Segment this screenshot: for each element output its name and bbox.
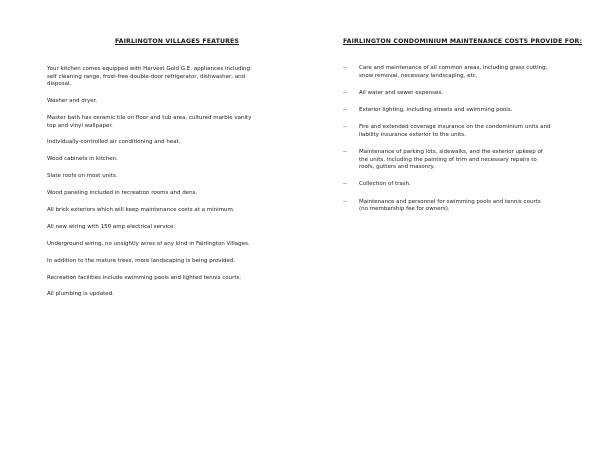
- maintenance-item: [343, 124, 583, 139]
- maintenance-item-text: Fire and extended coverage insurance on the condominium units and liability insurance exterior to the units.: [359, 124, 551, 138]
- feature-item: Master bath has ceramic tile on floor and tub area, cultured marble vanity top and vinyl wallpaper.: [47, 114, 252, 129]
- feature-item: Underground wiring, no unsightly wires of any kind in Fairlington Villages.: [47, 240, 250, 247]
- dash-bullet: --: [343, 124, 347, 131]
- feature-item: Individually-controlled air conditioning and heat.: [47, 139, 181, 146]
- maintenance-item: [343, 181, 583, 189]
- features-list: [47, 66, 307, 299]
- maintenance-item: [343, 107, 583, 115]
- feature-item: All plumbing is updated.: [47, 291, 114, 298]
- dash-bullet: --: [343, 106, 347, 113]
- features-column: [47, 38, 307, 308]
- dash-bullet: --: [343, 181, 347, 188]
- maintenance-item-text: Care and maintenance of all common areas, including grass cutting, snow removal, necessary landscaping, etc.: [359, 65, 548, 79]
- feature-item: Slate roofs on most units.: [47, 173, 118, 180]
- maintenance-item-text: All water and sewer expenses.: [359, 89, 443, 96]
- maintenance-item: [343, 65, 583, 80]
- feature-item: Your kitchen comes equipped with Harvest Gold G.E. appliances including: self cleaning range, frost-free double-door refrigerator, dishwasher, and disposal.: [47, 66, 252, 88]
- maintenance-item: [343, 90, 583, 98]
- maintenance-item-text: Collection of trash.: [359, 181, 411, 188]
- maintenance-heading: FAIRLINGTON CONDOMINIUM MAINTENANCE COSTS PROVIDE FOR:: [343, 38, 583, 45]
- dash-bullet: --: [343, 148, 347, 155]
- maintenance-column: [343, 38, 583, 223]
- maintenance-item-text: Maintenance and personnel for swimming pools and tennis courts (no membership fee for owners).: [359, 198, 541, 213]
- feature-item: Wood cabinets in kitchen.: [47, 156, 118, 163]
- feature-item: Washer and dryer.: [47, 98, 98, 105]
- dash-bullet: --: [343, 198, 347, 205]
- feature-item: In addition to the mature trees, more landscaping is being provided.: [47, 257, 236, 264]
- dash-bullet: --: [343, 89, 347, 96]
- feature-item: Recreation facilities include swimming pools and lighted tennis courts.: [47, 274, 242, 281]
- feature-item: All new wiring with 150 amp electrical service.: [47, 223, 176, 230]
- feature-item: Wood paneling included in recreation rooms and dens.: [47, 190, 198, 197]
- maintenance-item: [343, 199, 583, 214]
- maintenance-item-text: Exterior lighting, including streets and swimming pools.: [359, 106, 513, 113]
- maintenance-list: [343, 65, 583, 214]
- maintenance-item: [343, 149, 583, 172]
- dash-bullet: --: [343, 65, 347, 71]
- feature-item: All brick exteriors which will keep maintenance costs at a minimum.: [47, 207, 235, 214]
- features-heading: FAIRLINGTON VILLAGES FEATURES: [114, 38, 240, 45]
- maintenance-item-text: Maintenance of parking lots, sidewalks, and the exterior upkeep of the units, including the painting of trim and necessary repairs to roofs, gutters and masonry.: [359, 148, 543, 171]
